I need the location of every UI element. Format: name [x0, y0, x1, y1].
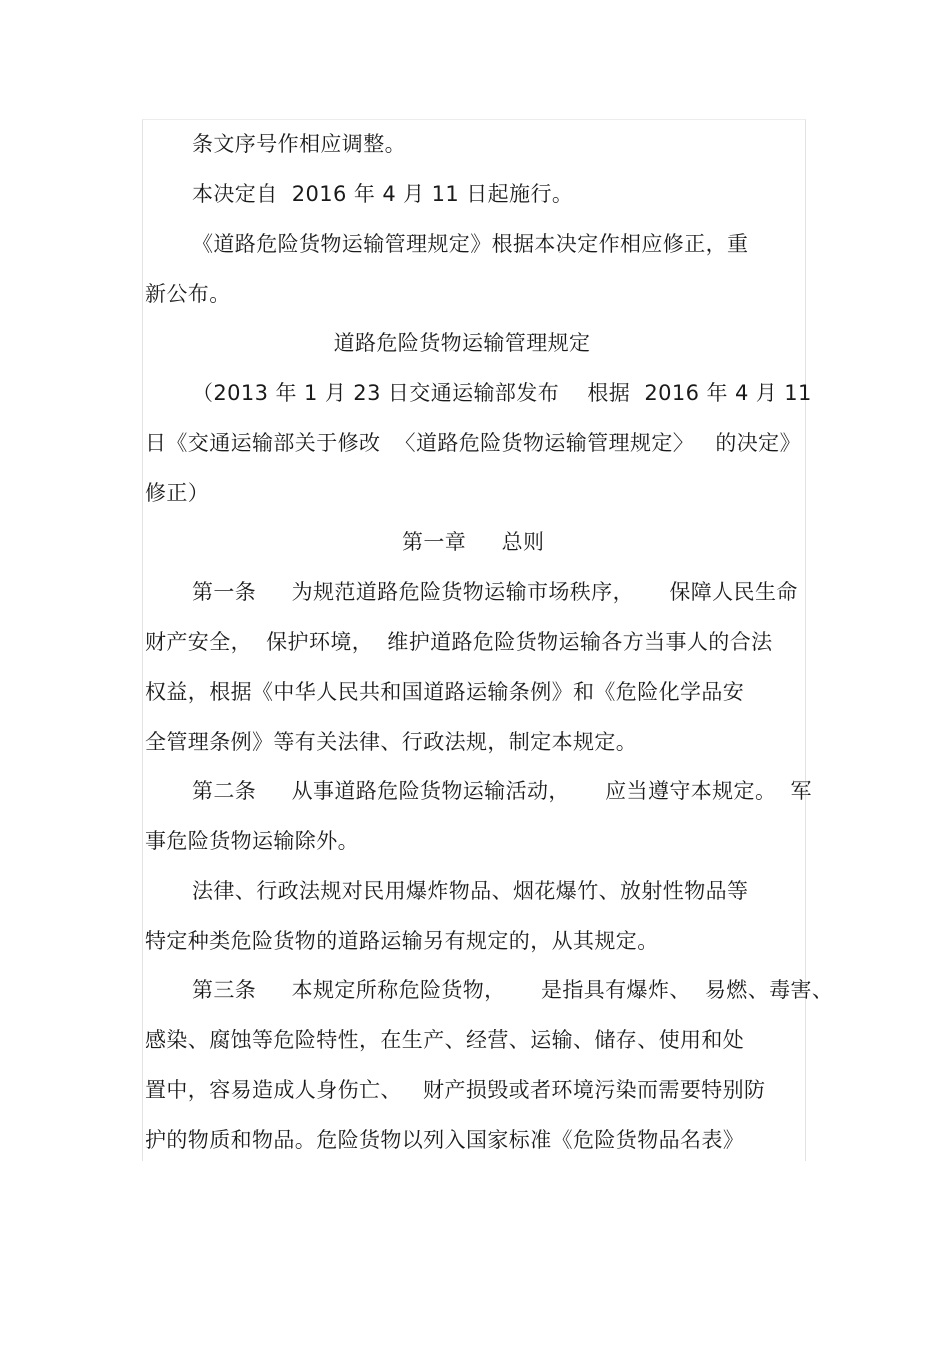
- text-line-2: 本决定自 2016 年 4 月 11 日起施行。: [192, 182, 574, 206]
- text-line-17: 特定种类危险货物的道路运输另有规定的，从其规定。: [145, 929, 659, 953]
- text-line-18: 第三条 本规定所称危险货物， 是指具有爆炸、 易燃、毒害、: [192, 978, 834, 1002]
- text-line-14: 第二条 从事道路危险货物运输活动， 应当遵守本规定。 军: [192, 779, 812, 803]
- text-line-16: 法律、行政法规对民用爆炸物品、烟花爆竹、放射性物品等: [192, 879, 749, 903]
- text-line-3: 《道路危险货物运输管理规定》根据本决定作相应修正，重: [192, 232, 749, 256]
- text-line-6: （2013 年 1 月 23 日交通运输部发布 根据 2016 年 4 月 11: [192, 381, 812, 405]
- text-line-19: 感染、腐蚀等危险特性，在生产、经营、运输、储存、使用和处: [145, 1028, 745, 1052]
- text-line-8: 修正）: [145, 481, 210, 505]
- document-title: 道路危险货物运输管理规定: [333, 331, 591, 355]
- text-line-12: 权益，根据《中华人民共和国道路运输条例》和《危险化学品安: [145, 680, 745, 704]
- text-line-15: 事危险货物运输除外。: [145, 829, 359, 853]
- text-line-7: 日《交通运输部关于修改 〈道路危险货物运输管理规定〉 的决定》: [145, 431, 801, 455]
- text-line-4: 新公布。: [145, 282, 231, 306]
- text-line-21: 护的物质和物品。危险货物以列入国家标准《危险货物品名表》: [145, 1128, 745, 1152]
- text-line-10: 第一条 为规范道路危险货物运输市场秩序， 保障人民生命: [192, 580, 798, 604]
- text-line-13: 全管理条例》等有关法律、行政法规，制定本规定。: [145, 730, 638, 754]
- text-line-11: 财产安全， 保护环境， 维护道路危险货物运输各方当事人的合法: [145, 630, 773, 654]
- chapter-heading: 第一章 总则: [402, 530, 545, 554]
- text-line-1: 条文序号作相应调整。: [192, 132, 406, 156]
- text-line-20: 置中，容易造成人身伤亡、 财产损毁或者环境污染而需要特别防: [145, 1078, 766, 1102]
